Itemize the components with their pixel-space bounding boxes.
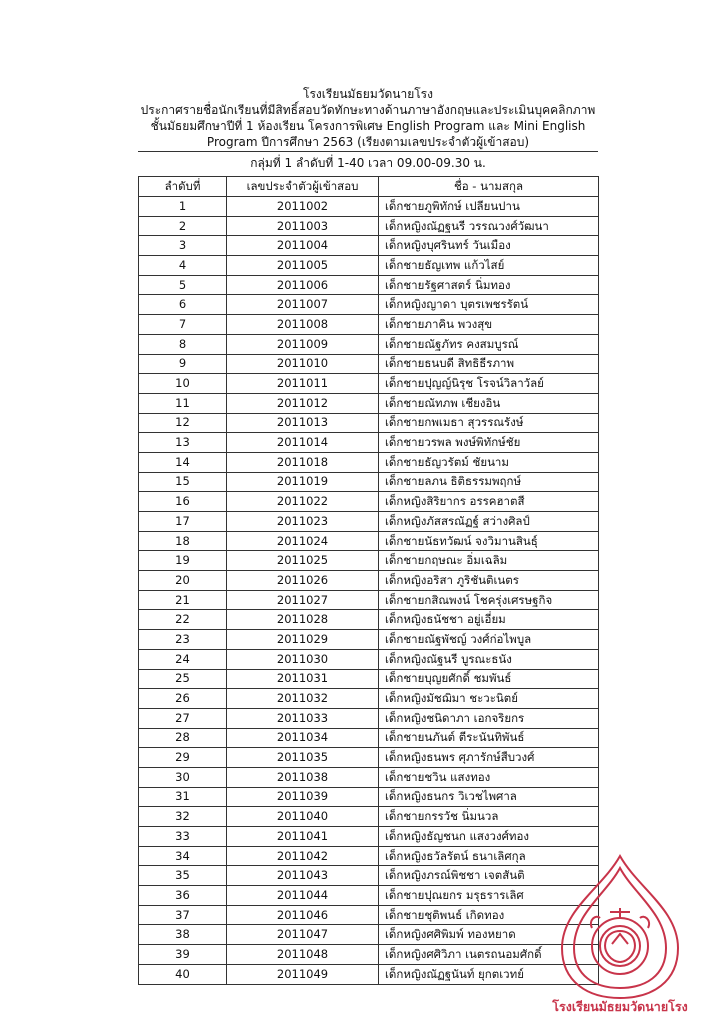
- table-row: [139, 689, 599, 709]
- cell-exam-id: 2011029: [227, 630, 379, 650]
- table-row: [139, 531, 599, 551]
- table-row: [139, 571, 599, 591]
- cell-seq: 5: [139, 275, 227, 295]
- table-row: [139, 767, 599, 787]
- cell-student-name: เด็กหญิงธนัชชา อยู่เอี่ยม: [379, 610, 599, 630]
- cell-exam-id: 2011024: [227, 531, 379, 551]
- cell-student-name: เด็กชายกฤษณะ อิ่มเฉลิม: [379, 551, 599, 571]
- cell-exam-id: 2011022: [227, 492, 379, 512]
- cell-exam-id: 2011049: [227, 964, 379, 984]
- table-row: [139, 334, 599, 354]
- table-row: [139, 275, 599, 295]
- cell-seq: 4: [139, 256, 227, 276]
- school-seal-stamp: [540, 848, 700, 1016]
- table-row: [139, 846, 599, 866]
- table-header-row: [139, 177, 599, 197]
- table-row: [139, 964, 599, 984]
- table-body: [139, 197, 599, 985]
- school-name: โรงเรียนมัธยมวัดนายโรง: [303, 87, 433, 101]
- cell-student-name: เด็กชายธัญเทพ แก้วไสย์: [379, 256, 599, 276]
- cell-seq: 10: [139, 374, 227, 394]
- cell-student-name: เด็กชายวรพล พงษ์พิทักษ์ชัย: [379, 433, 599, 453]
- cell-student-name: เด็กหญิงญาดา บุตรเพชรรัตน์: [379, 295, 599, 315]
- cell-student-name: เด็กหญิงณัฐนรี บูรณะธนัง: [379, 649, 599, 669]
- table-row: [139, 256, 599, 276]
- cell-exam-id: 2011006: [227, 275, 379, 295]
- cell-seq: 6: [139, 295, 227, 315]
- table-row: [139, 433, 599, 453]
- table-row: [139, 708, 599, 728]
- cell-seq: 3: [139, 236, 227, 256]
- cell-exam-id: 2011019: [227, 472, 379, 492]
- cell-student-name: เด็กชายนัธทวัฒน์ จงวิมานสินธุ์: [379, 531, 599, 551]
- table-row: [139, 787, 599, 807]
- cell-exam-id: 2011003: [227, 216, 379, 236]
- cell-seq: 19: [139, 551, 227, 571]
- cell-student-name: เด็กชายบุญยศักดิ์ ชมพันธ์: [379, 669, 599, 689]
- cell-student-name: เด็กชายภูพิทักษ์ เปลียนปาน: [379, 197, 599, 217]
- cell-seq: 40: [139, 964, 227, 984]
- cell-seq: 16: [139, 492, 227, 512]
- cell-student-name: เด็กชายกรรวัช นิ่มนวล: [379, 807, 599, 827]
- announcement-subtitle: ชั้นมัธยมศึกษาปีที่ 1 ห้องเรียน โครงการพิเศษ English Program และ Mini English: [150, 119, 586, 133]
- table-row: [139, 748, 599, 768]
- cell-seq: 24: [139, 649, 227, 669]
- cell-seq: 18: [139, 531, 227, 551]
- table-row: [139, 866, 599, 886]
- cell-student-name: เด็กหญิงณัฏฐนันท์ ยุกตเวทย์: [379, 964, 599, 984]
- table-row: [139, 630, 599, 650]
- cell-student-name: เด็กหญิงธนพร ศุภารักษ์สืบวงศ์: [379, 748, 599, 768]
- cell-seq: 13: [139, 433, 227, 453]
- cell-exam-id: 2011004: [227, 236, 379, 256]
- cell-student-name: เด็กหญิงธวัลรัตน์ ธนาเลิศกุล: [379, 846, 599, 866]
- cell-seq: 28: [139, 728, 227, 748]
- cell-student-name: เด็กชายธัญวรัตม์ ชัยนาม: [379, 452, 599, 472]
- cell-student-name: เด็กหญิงบุศรินทร์ วันเมือง: [379, 236, 599, 256]
- cell-student-name: เด็กชายชวิน แสงทอง: [379, 767, 599, 787]
- cell-student-name: เด็กชายณัฐภัทร คงสมบูรณ์: [379, 334, 599, 354]
- cell-exam-id: 2011047: [227, 925, 379, 945]
- cell-seq: 7: [139, 315, 227, 335]
- cell-exam-id: 2011038: [227, 767, 379, 787]
- table-row: [139, 827, 599, 847]
- table-row: [139, 649, 599, 669]
- cell-seq: 15: [139, 472, 227, 492]
- cell-seq: 32: [139, 807, 227, 827]
- cell-seq: 27: [139, 708, 227, 728]
- cell-seq: 26: [139, 689, 227, 709]
- column-header-seq: ลำดับที่: [139, 177, 227, 197]
- cell-student-name: เด็กหญิงอริสา ภูริชันติเนตร: [379, 571, 599, 591]
- document-header: [138, 86, 598, 150]
- table-row: [139, 551, 599, 571]
- cell-exam-id: 2011014: [227, 433, 379, 453]
- cell-seq: 38: [139, 925, 227, 945]
- cell-exam-id: 2011040: [227, 807, 379, 827]
- cell-exam-id: 2011023: [227, 512, 379, 532]
- table-row: [139, 295, 599, 315]
- cell-exam-id: 2011026: [227, 571, 379, 591]
- cell-exam-id: 2011034: [227, 728, 379, 748]
- table-row: [139, 374, 599, 394]
- cell-seq: 20: [139, 571, 227, 591]
- group-line: กลุ่มที่ 1 ลำดับที่ 1-40 เวลา 09.00-09.30 น.: [250, 156, 486, 170]
- cell-student-name: เด็กหญิงภัสสรณัฏฐ์ สว่างศิลป์: [379, 512, 599, 532]
- cell-exam-id: 2011028: [227, 610, 379, 630]
- cell-seq: 37: [139, 905, 227, 925]
- cell-student-name: เด็กหญิงสิริยากร อรรคฮาตสี: [379, 492, 599, 512]
- cell-seq: 14: [139, 452, 227, 472]
- cell-seq: 9: [139, 354, 227, 374]
- cell-exam-id: 2011048: [227, 945, 379, 965]
- cell-exam-id: 2011035: [227, 748, 379, 768]
- cell-seq: 2: [139, 216, 227, 236]
- table-row: [139, 590, 599, 610]
- cell-student-name: เด็กชายภาคิน พวงสุข: [379, 315, 599, 335]
- cell-exam-id: 2011018: [227, 452, 379, 472]
- cell-student-name: เด็กหญิงณัฏฐนรี วรรณวงศ์วัฒนา: [379, 216, 599, 236]
- table-row: [139, 728, 599, 748]
- cell-exam-id: 2011025: [227, 551, 379, 571]
- cell-student-name: เด็กหญิงศศิพิมพ์ ทองหยาด: [379, 925, 599, 945]
- cell-seq: 30: [139, 767, 227, 787]
- cell-student-name: เด็กหญิงชนิดาภา เอกจริยกร: [379, 708, 599, 728]
- cell-student-name: เด็กหญิงศศิวิภา เนตรถนอมศักดิ์: [379, 945, 599, 965]
- table-row: [139, 492, 599, 512]
- announcement-title: ประกาศรายชื่อนักเรียนที่มีสิทธิ์สอบวัดทักษะทางด้านภาษาอังกฤษและประเมินบุคคลิกภาพ: [140, 103, 596, 117]
- cell-exam-id: 2011027: [227, 590, 379, 610]
- cell-student-name: เด็กหญิงธนกร วิเวชไพศาล: [379, 787, 599, 807]
- cell-seq: 11: [139, 393, 227, 413]
- table-row: [139, 354, 599, 374]
- cell-seq: 29: [139, 748, 227, 768]
- cell-student-name: เด็กชายรัฐศาสตร์ นิ่มทอง: [379, 275, 599, 295]
- cell-student-name: เด็กชายชุติพนธ์ เกิดทอง: [379, 905, 599, 925]
- table-row: [139, 886, 599, 906]
- cell-student-name: เด็กชายกพเมธา สุวรรณรังษ์: [379, 413, 599, 433]
- table-row: [139, 925, 599, 945]
- table-row: [139, 393, 599, 413]
- cell-seq: 22: [139, 610, 227, 630]
- cell-seq: 21: [139, 590, 227, 610]
- cell-student-name: เด็กชายณัฐพัชญ์ วงศ์ก่อไพบูล: [379, 630, 599, 650]
- cell-exam-id: 2011044: [227, 886, 379, 906]
- table-row: [139, 669, 599, 689]
- table-row: [139, 413, 599, 433]
- cell-student-name: เด็กชายลภน ธิติธรรมพฤกษ์: [379, 472, 599, 492]
- cell-seq: 39: [139, 945, 227, 965]
- table-row: [139, 945, 599, 965]
- table-row: [139, 610, 599, 630]
- table-row: [139, 216, 599, 236]
- table-row: [139, 315, 599, 335]
- cell-exam-id: 2011041: [227, 827, 379, 847]
- cell-student-name: เด็กชายธนบดี สิทธิธีรภาพ: [379, 354, 599, 374]
- cell-exam-id: 2011005: [227, 256, 379, 276]
- cell-exam-id: 2011010: [227, 354, 379, 374]
- cell-exam-id: 2011032: [227, 689, 379, 709]
- cell-seq: 17: [139, 512, 227, 532]
- cell-exam-id: 2011012: [227, 393, 379, 413]
- cell-seq: 35: [139, 866, 227, 886]
- cell-seq: 8: [139, 334, 227, 354]
- cell-seq: 12: [139, 413, 227, 433]
- cell-exam-id: 2011039: [227, 787, 379, 807]
- cell-exam-id: 2011042: [227, 846, 379, 866]
- cell-exam-id: 2011008: [227, 315, 379, 335]
- cell-seq: 34: [139, 846, 227, 866]
- cell-student-name: เด็กหญิงมัชฌิมา ชะวะนิตย์: [379, 689, 599, 709]
- cell-student-name: เด็กหญิงธัญชนก แสงวงศ์ทอง: [379, 827, 599, 847]
- cell-exam-id: 2011013: [227, 413, 379, 433]
- seal-text: โรงเรียนมัธยมวัดนายโรง: [552, 999, 688, 1014]
- table-row: [139, 236, 599, 256]
- table-row: [139, 512, 599, 532]
- cell-exam-id: 2011030: [227, 649, 379, 669]
- cell-student-name: เด็กชายณัทภพ เชียงอิน: [379, 393, 599, 413]
- cell-seq: 33: [139, 827, 227, 847]
- cell-exam-id: 2011031: [227, 669, 379, 689]
- cell-seq: 1: [139, 197, 227, 217]
- cell-student-name: เด็กหญิงภรณ์พิชชา เจตสันติ: [379, 866, 599, 886]
- student-list-table: [138, 176, 599, 985]
- cell-seq: 31: [139, 787, 227, 807]
- table-row: [139, 807, 599, 827]
- cell-exam-id: 2011033: [227, 708, 379, 728]
- cell-seq: 23: [139, 630, 227, 650]
- cell-exam-id: 2011007: [227, 295, 379, 315]
- cell-student-name: เด็กชายปุณยกร มรุธรารเลิศ: [379, 886, 599, 906]
- cell-exam-id: 2011002: [227, 197, 379, 217]
- column-header-name: ชื่อ - นามสกุล: [379, 177, 599, 197]
- cell-student-name: เด็กชายปุญญ์นิรุช โรจน์วิลาวัลย์: [379, 374, 599, 394]
- announcement-subtitle-2: Program ปีการศึกษา 2563 (เรียงตามเลขประจำตัวผู้เข้าสอบ): [206, 135, 530, 149]
- table-row: [139, 472, 599, 492]
- cell-exam-id: 2011009: [227, 334, 379, 354]
- table-row: [139, 197, 599, 217]
- column-header-exam-id: เลขประจำตัวผู้เข้าสอบ: [227, 177, 379, 197]
- header-divider: [138, 151, 598, 152]
- table-row: [139, 905, 599, 925]
- cell-exam-id: 2011011: [227, 374, 379, 394]
- cell-exam-id: 2011046: [227, 905, 379, 925]
- cell-seq: 25: [139, 669, 227, 689]
- cell-student-name: เด็กชายนภันต์ ตีระนันทิพันธ์: [379, 728, 599, 748]
- table-row: [139, 452, 599, 472]
- cell-student-name: เด็กชายกสิณพงน์ โชครุ่งเศรษฐกิจ: [379, 590, 599, 610]
- cell-exam-id: 2011043: [227, 866, 379, 886]
- cell-seq: 36: [139, 886, 227, 906]
